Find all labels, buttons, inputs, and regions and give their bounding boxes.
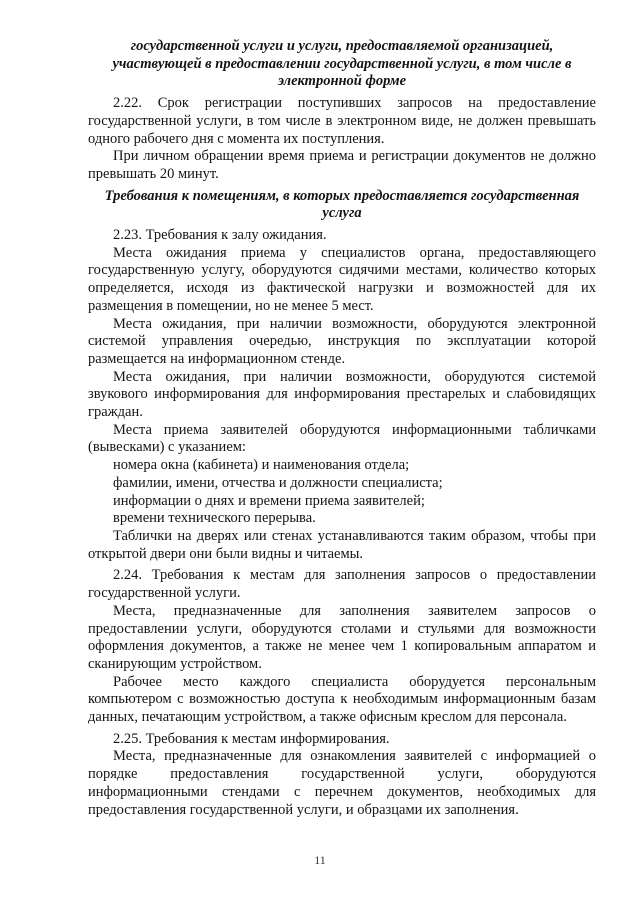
- paragraph-2-23-doors: Таблички на дверях или стенах устанавливаются таким образом, чтобы при открытой двери они были видны и читаемы.: [88, 527, 596, 562]
- list-item: информации о днях и времени приема заявителей;: [113, 492, 425, 509]
- paragraph-2-22: 2.22. Срок регистрации поступивших запросов на предоставление государственной услуги, в том числе в электронном виде, не должен превышать одного рабочего дня с момента их поступления.: [88, 95, 596, 147]
- section-heading-rooms: Требования к помещениям, в которых предоставляется государственная услуга: [104, 187, 580, 222]
- paragraph-2-24-title: 2.24. Требования к местам для заполнения запросов о предоставлении государственной услуги.: [88, 567, 596, 602]
- page-number: 11: [314, 853, 326, 867]
- paragraph-2-25-title: 2.25. Требования к местам информирования.: [113, 730, 390, 747]
- paragraph-2-23-queue: Места ожидания, при наличии возможности, оборудуются электронной системой управления очередью, инструкция по эксплуатации которой размещается на информационном стенде.: [88, 315, 596, 367]
- paragraph-2-24-workplace: Рабочее место каждого специалиста оборудуется персональным компьютером с возможностью доступа к необходимым информационным базам данных, печатающим устройством, а также офисным креслом для персонала.: [88, 673, 596, 726]
- document-page: [88, 38, 596, 819]
- paragraph-2-22-time: При личном обращении время приема и регистрации документов не должно превышать 20 минут.: [88, 148, 596, 182]
- paragraph-2-23-seats: Места ожидания приема у специалистов органа, предоставляющего государственную услугу, оборудуются сидячими местами, количество которых определяется, исходя из фактической нагрузки и возможностей для их размещения в помещении, но не менее 5 мест.: [88, 244, 596, 314]
- paragraph-2-23-signs: Места приема заявителей оборудуются информационными табличками (вывесками) с указанием:: [88, 421, 596, 456]
- paragraph-2-24-tables: Места, предназначенные для заполнения заявителем запросов о предоставлении услуги, оборудуются столами и стульями для возможности оформления документов, а также не менее чем 1 копировальным аппаратом и сканирующим устройством.: [88, 602, 596, 672]
- section-heading-registration: государственной услуги и услуги, предоставляемой организацией, участвующей в предоставлении государственной услуги, в том числе в электронной форме: [112, 38, 572, 90]
- list-item: номера окна (кабинета) и наименования отдела;: [113, 457, 410, 474]
- paragraph-2-25-stands: Места, предназначенные для ознакомления заявителей с информацией о порядке предоставления государственной услуги, оборудуются информационными стендами с перечнем документов, необходимых для предоставления государственной услуги, и образцами их заполнения.: [88, 748, 596, 818]
- paragraph-2-23-title: 2.23. Требования к залу ожидания.: [113, 227, 327, 244]
- list-item: фамилии, имени, отчества и должности специалиста;: [113, 474, 443, 491]
- paragraph-2-23-sound: Места ожидания, при наличии возможности, оборудуются системой звукового информирования для информирования престарелых и слабовидящих граждан.: [88, 368, 596, 421]
- list-item: времени технического перерыва.: [113, 510, 316, 527]
